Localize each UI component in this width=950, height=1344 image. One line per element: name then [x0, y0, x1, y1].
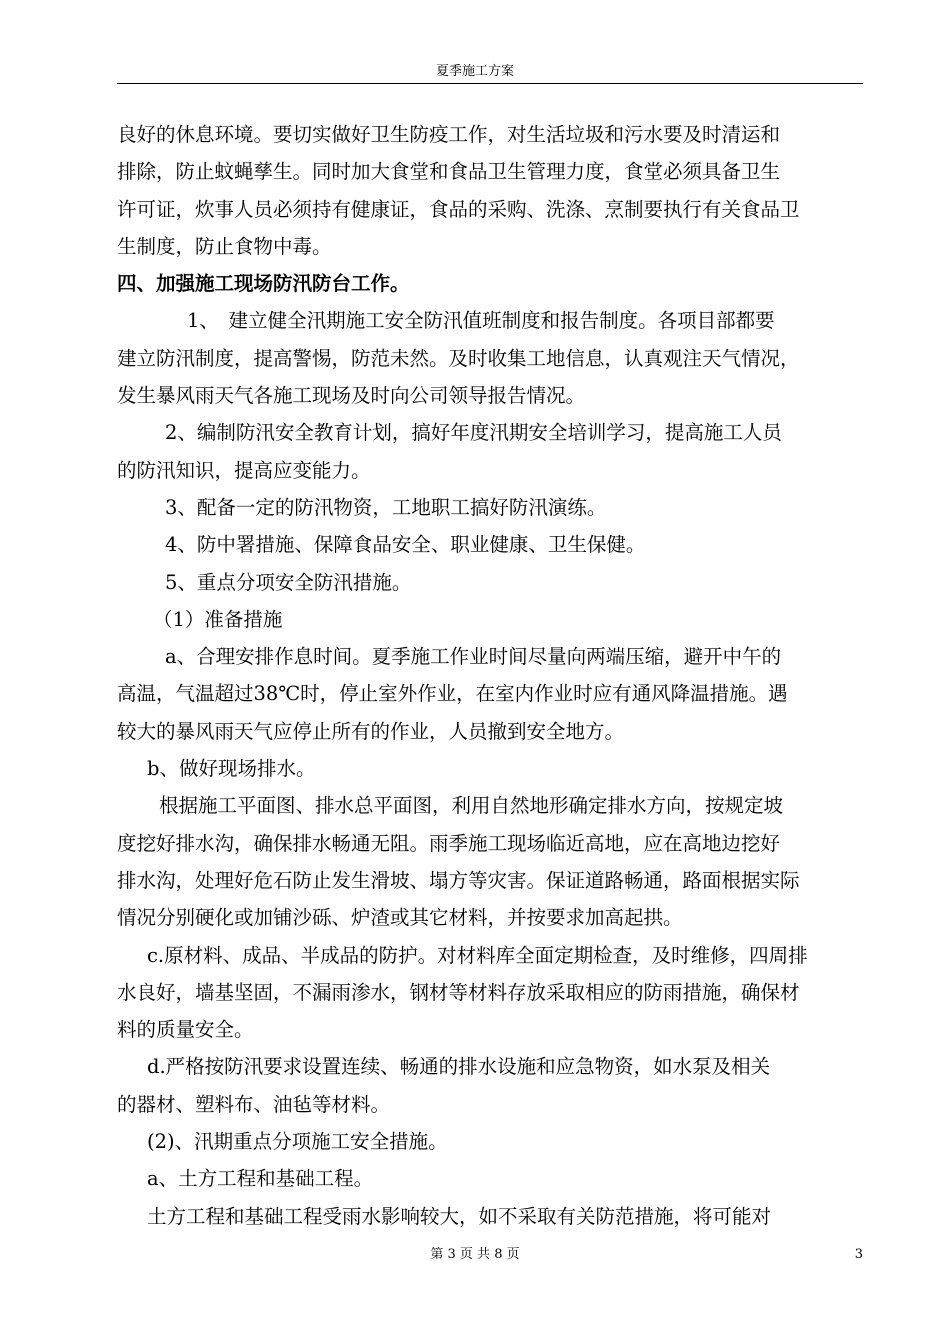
text-line: 生制度，防止食物中毒。	[117, 234, 332, 258]
text-line: c.原材料、成品、半成品的防护。对材料库全面定期检查，及时维修，四周排	[147, 943, 808, 967]
page-footer-label: 第 3 页 共 8 页	[430, 1247, 520, 1262]
text-line: 土方工程和基础工程受雨水影响较大，如不采取有关防范措施，将可能对	[147, 1204, 772, 1228]
text-line: 排水沟，处理好危石防止发生滑坡、塌方等灾害。保证道路畅通，路面根据实际	[117, 868, 800, 892]
text-line: 的器材、塑料布、油毡等材料。	[117, 1092, 391, 1116]
text-line: 4、防中署措施、保障食品安全、职业健康、卫生保健。	[165, 533, 646, 557]
text-line: 的防汛知识，提高应变能力。	[117, 458, 371, 482]
text-line: 1、 建立健全汛期施工安全防汛值班制度和报告制度。各项目部都要	[187, 309, 775, 333]
page-number: 3	[854, 1247, 863, 1262]
text-line: 许可证，炊事人员必须持有健康证，食品的采购、洗涤、烹制要执行有关食品卫	[117, 197, 800, 221]
text-line: 情况分别硬化或加铺沙砾、炉渣或其它材料，并按要求加高起拱。	[117, 906, 683, 930]
text-line: 排除，防止蚊蝇孳生。同时加大食堂和食品卫生管理力度，食堂必须具备卫生	[117, 160, 781, 184]
text-line: 料的质量安全。	[117, 1018, 254, 1042]
text-line: 度挖好排水沟，确保排水畅通无阻。雨季施工现场临近高地，应在高地边挖好	[117, 831, 781, 855]
page-header-title: 夏季施工方案	[435, 64, 514, 79]
text-line: 根据施工平面图、排水总平面图，利用自然地形确定排水方向，按规定坡	[159, 794, 784, 818]
text-line: 水良好，墙基坚固，不漏雨渗水，钢材等材料存放采取相应的防雨措施，确保材	[117, 980, 800, 1004]
text-line: 3、配备一定的防汛物资，工地职工搞好防汛演练。	[165, 495, 607, 519]
text-line: 2、编制防汛安全教育计划，搞好年度汛期安全培训学习，提高施工人员	[165, 421, 782, 445]
text-line: 高温，气温超过38℃时，停止室外作业，在室内作业时应有通风降温措施。遇	[117, 682, 788, 706]
text-line: a、土方工程和基础工程。	[147, 1167, 374, 1191]
text-line: a、合理安排作息时间。夏季施工作业时间尽量向两端压缩，避开中午的	[165, 645, 782, 669]
text-line: 发生暴风雨天气各施工现场及时向公司领导报告情况。	[117, 384, 586, 408]
text-line: （1）准备措施	[153, 607, 283, 631]
text-line: (2)、汛期重点分项施工安全措施。	[147, 1130, 448, 1154]
text-line: d.严格按防汛要求设置连续、畅通的排水设施和应急物资，如水泵及相关	[147, 1055, 771, 1079]
header-divider	[117, 83, 863, 84]
text-line: 较大的暴风雨天气应停止所有的作业，人员撤到安全地方。	[117, 719, 625, 743]
text-line: b、做好现场排水。	[147, 757, 316, 781]
text-line: 5、重点分项安全防汛措施。	[165, 570, 412, 594]
text-line: 良好的休息环境。要切实做好卫生防疫工作，对生活垃圾和污水要及时清运和	[117, 123, 781, 146]
section-heading: 四、加强施工现场防汛防台工作。	[117, 272, 410, 296]
document-body	[117, 116, 863, 1235]
text-line: 建立防汛制度，提高警惕，防范未然。及时收集工地信息，认真观注天气情况，	[117, 346, 800, 370]
